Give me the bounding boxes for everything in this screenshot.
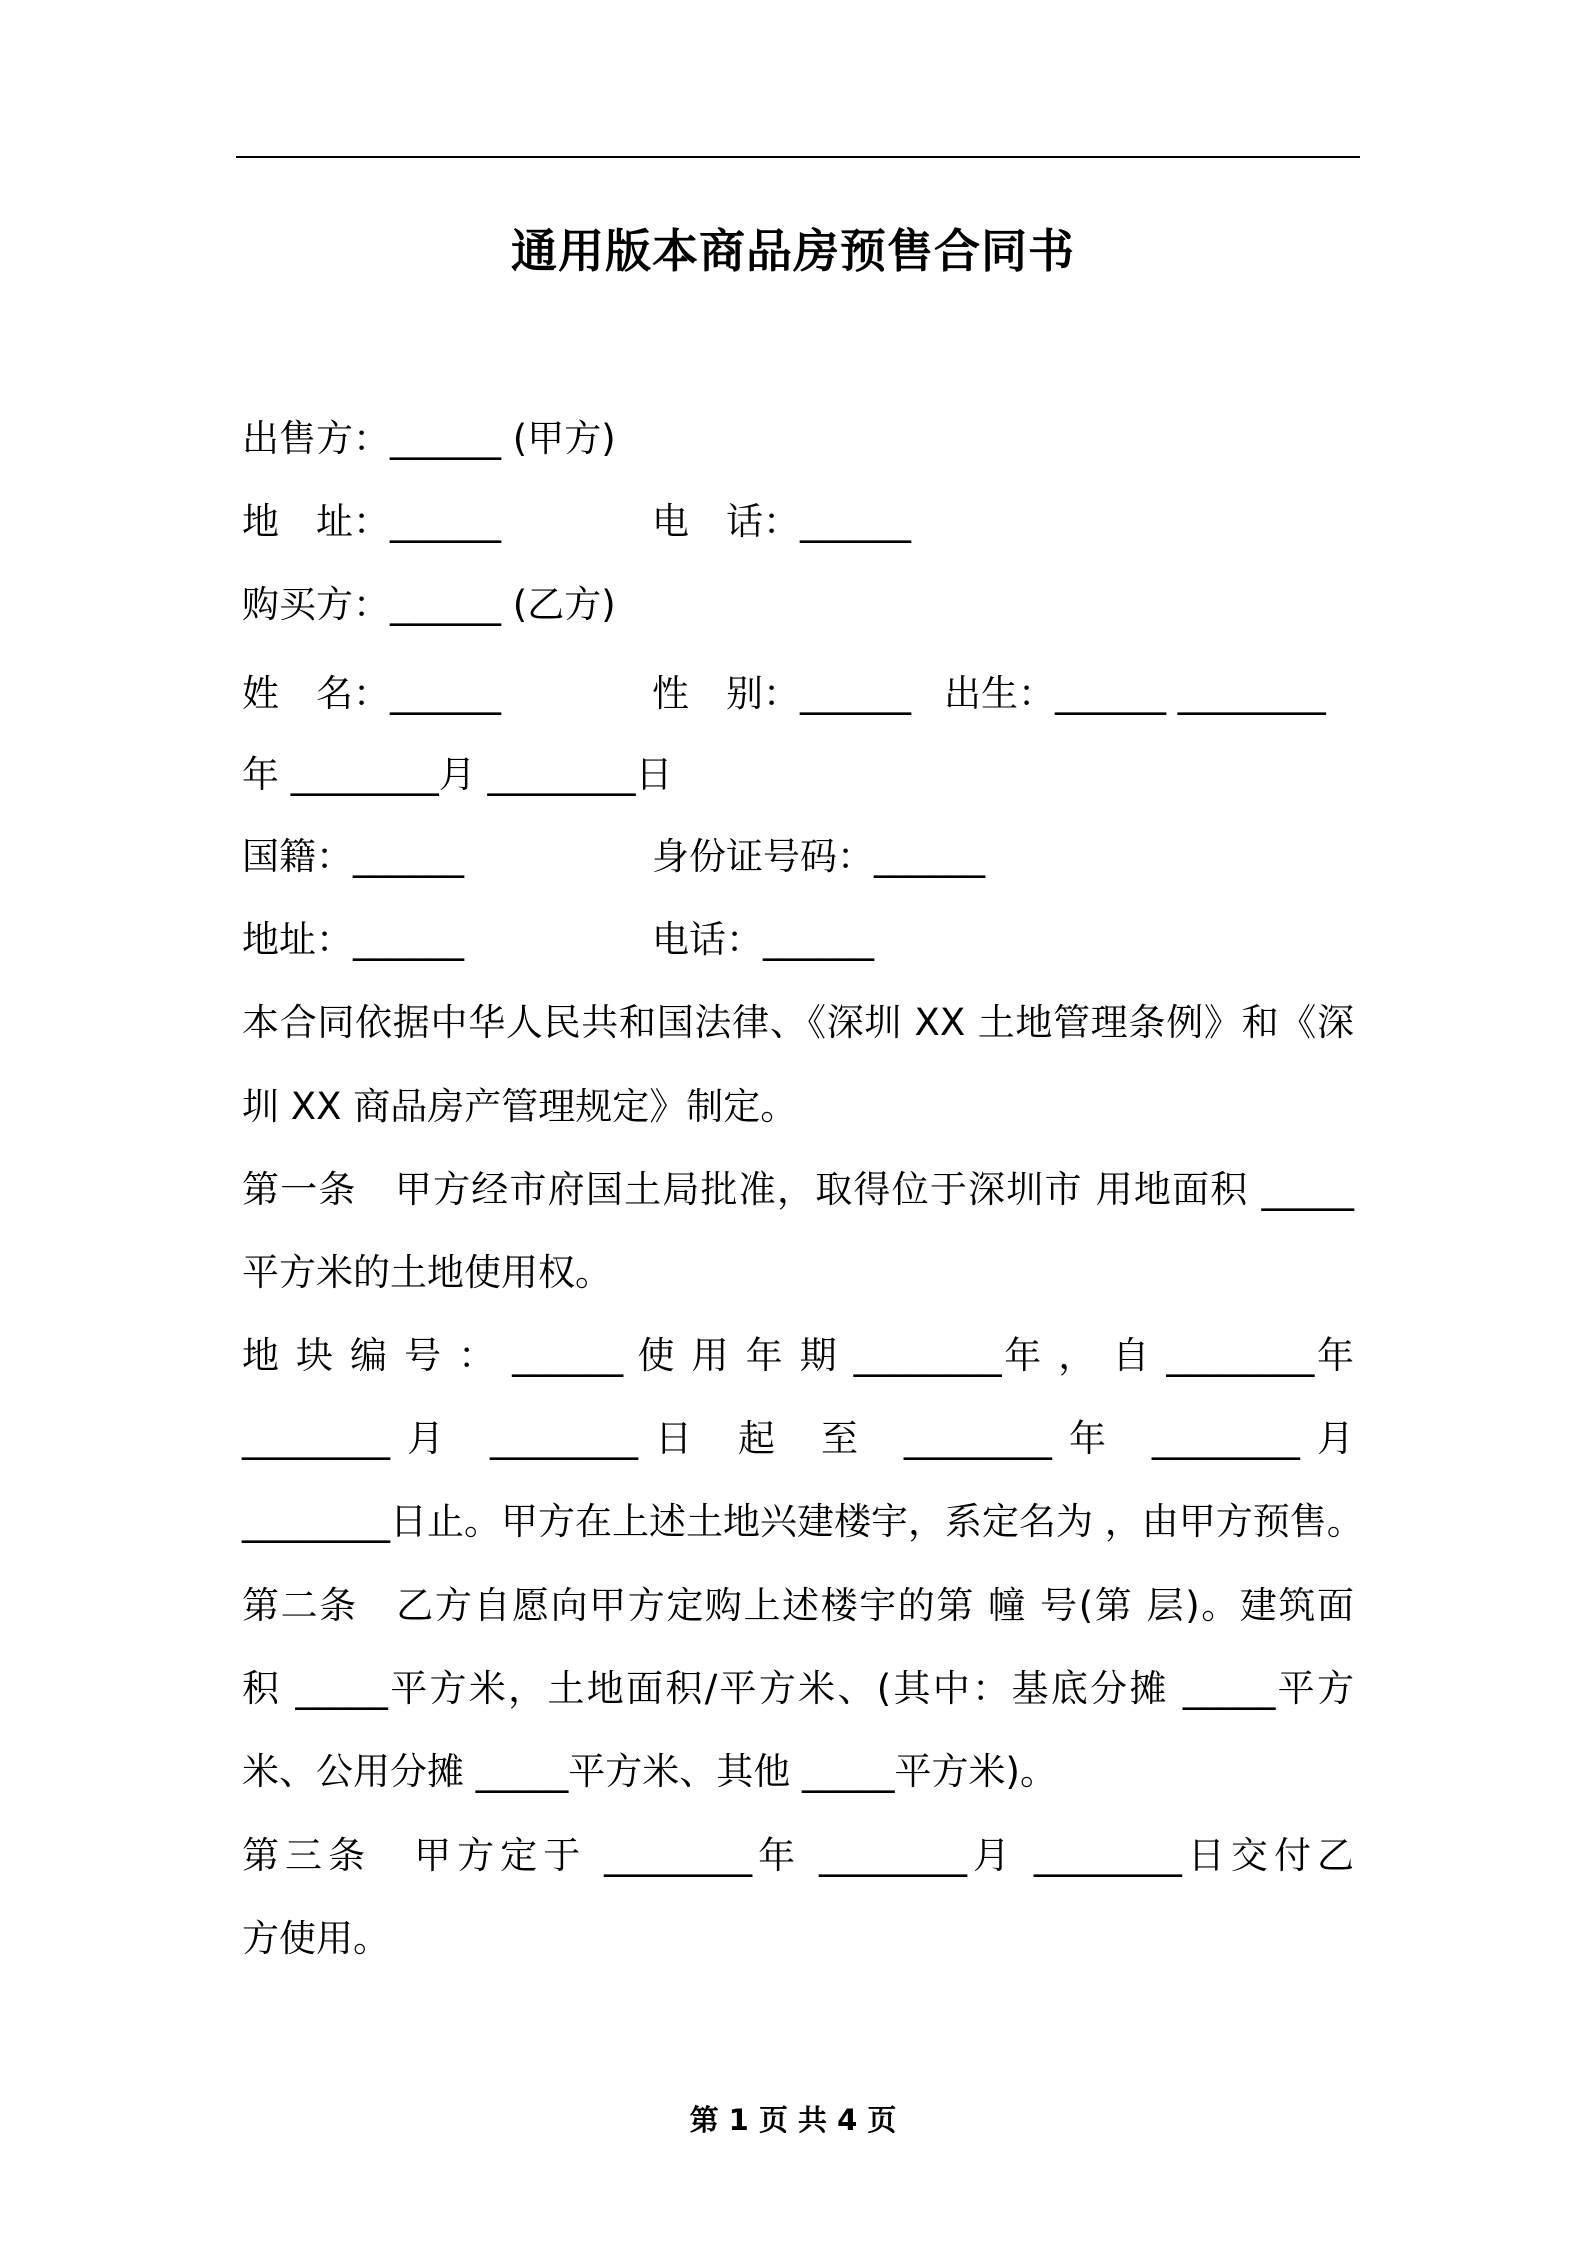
article-3-line-2: 方使用。 — [242, 1917, 390, 1960]
seller-phone-line: 电 话：______ — [652, 500, 911, 543]
article-2-line-2: 积 _____平方米，土地面积/平方米、(其中：基底分摊 _____平方 — [242, 1667, 1354, 1710]
seller-address-line: 地 址：______ — [242, 500, 501, 543]
article-1-line-2: 平方米的土地使用权。 — [242, 1251, 612, 1294]
basis-line-1: 本合同依据中华人民共和国法律、《深圳 XX 土地管理条例》和《深 — [242, 1001, 1354, 1044]
nationality-line: 国籍：______ — [242, 835, 464, 878]
article-3-line-1: 第三条 甲方定于 ________年 ________月 ________日交付乙 — [242, 1834, 1354, 1877]
seller-line: 出售方：______ (甲方) — [242, 417, 616, 460]
buyer-address-line: 地址：______ — [242, 918, 464, 961]
article-1-line-4: ________月 ________日 起 至 ________年 ________月 — [242, 1417, 1354, 1460]
document-title: 通用版本商品房预售合同书 — [511, 224, 1075, 278]
article-2-line-1: 第二条 乙方自愿向甲方定购上述楼宇的第 幢 号(第 层)。建筑面 — [242, 1584, 1354, 1627]
article-1-line-1: 第一条 甲方经市府国土局批准，取得位于深圳市 用地面积 _____ — [242, 1168, 1354, 1211]
page-footer: 第 1 页 共 4 页 — [689, 2103, 897, 2137]
buyer-phone-line: 电话：______ — [652, 918, 874, 961]
id-number-line: 身份证号码：______ — [652, 835, 985, 878]
buyer-line: 购买方：______ (乙方) — [242, 583, 616, 626]
buyer-gender-line: 性 别：______ — [652, 672, 911, 715]
basis-line-2: 圳 XX 商品房产管理规定》制定。 — [242, 1085, 798, 1128]
article-1-line-5: ________日止。甲方在上述土地兴建楼宇，系定名为 ，由甲方预售。 — [242, 1500, 1364, 1543]
buyer-birth-line: 出生：______ ________ — [944, 672, 1326, 715]
birth-date-line: 年 ________月 ________日 — [242, 753, 673, 796]
buyer-name-line: 姓 名：______ — [242, 672, 501, 715]
article-1-line-3: 地 块 编 号 ： ______ 使 用 年 期 ________年 ， 自 ________年 — [242, 1334, 1354, 1377]
header-rule — [236, 156, 1360, 158]
article-2-line-3: 米、公用分摊 _____平方米、其他 _____平方米)。 — [242, 1750, 1057, 1793]
